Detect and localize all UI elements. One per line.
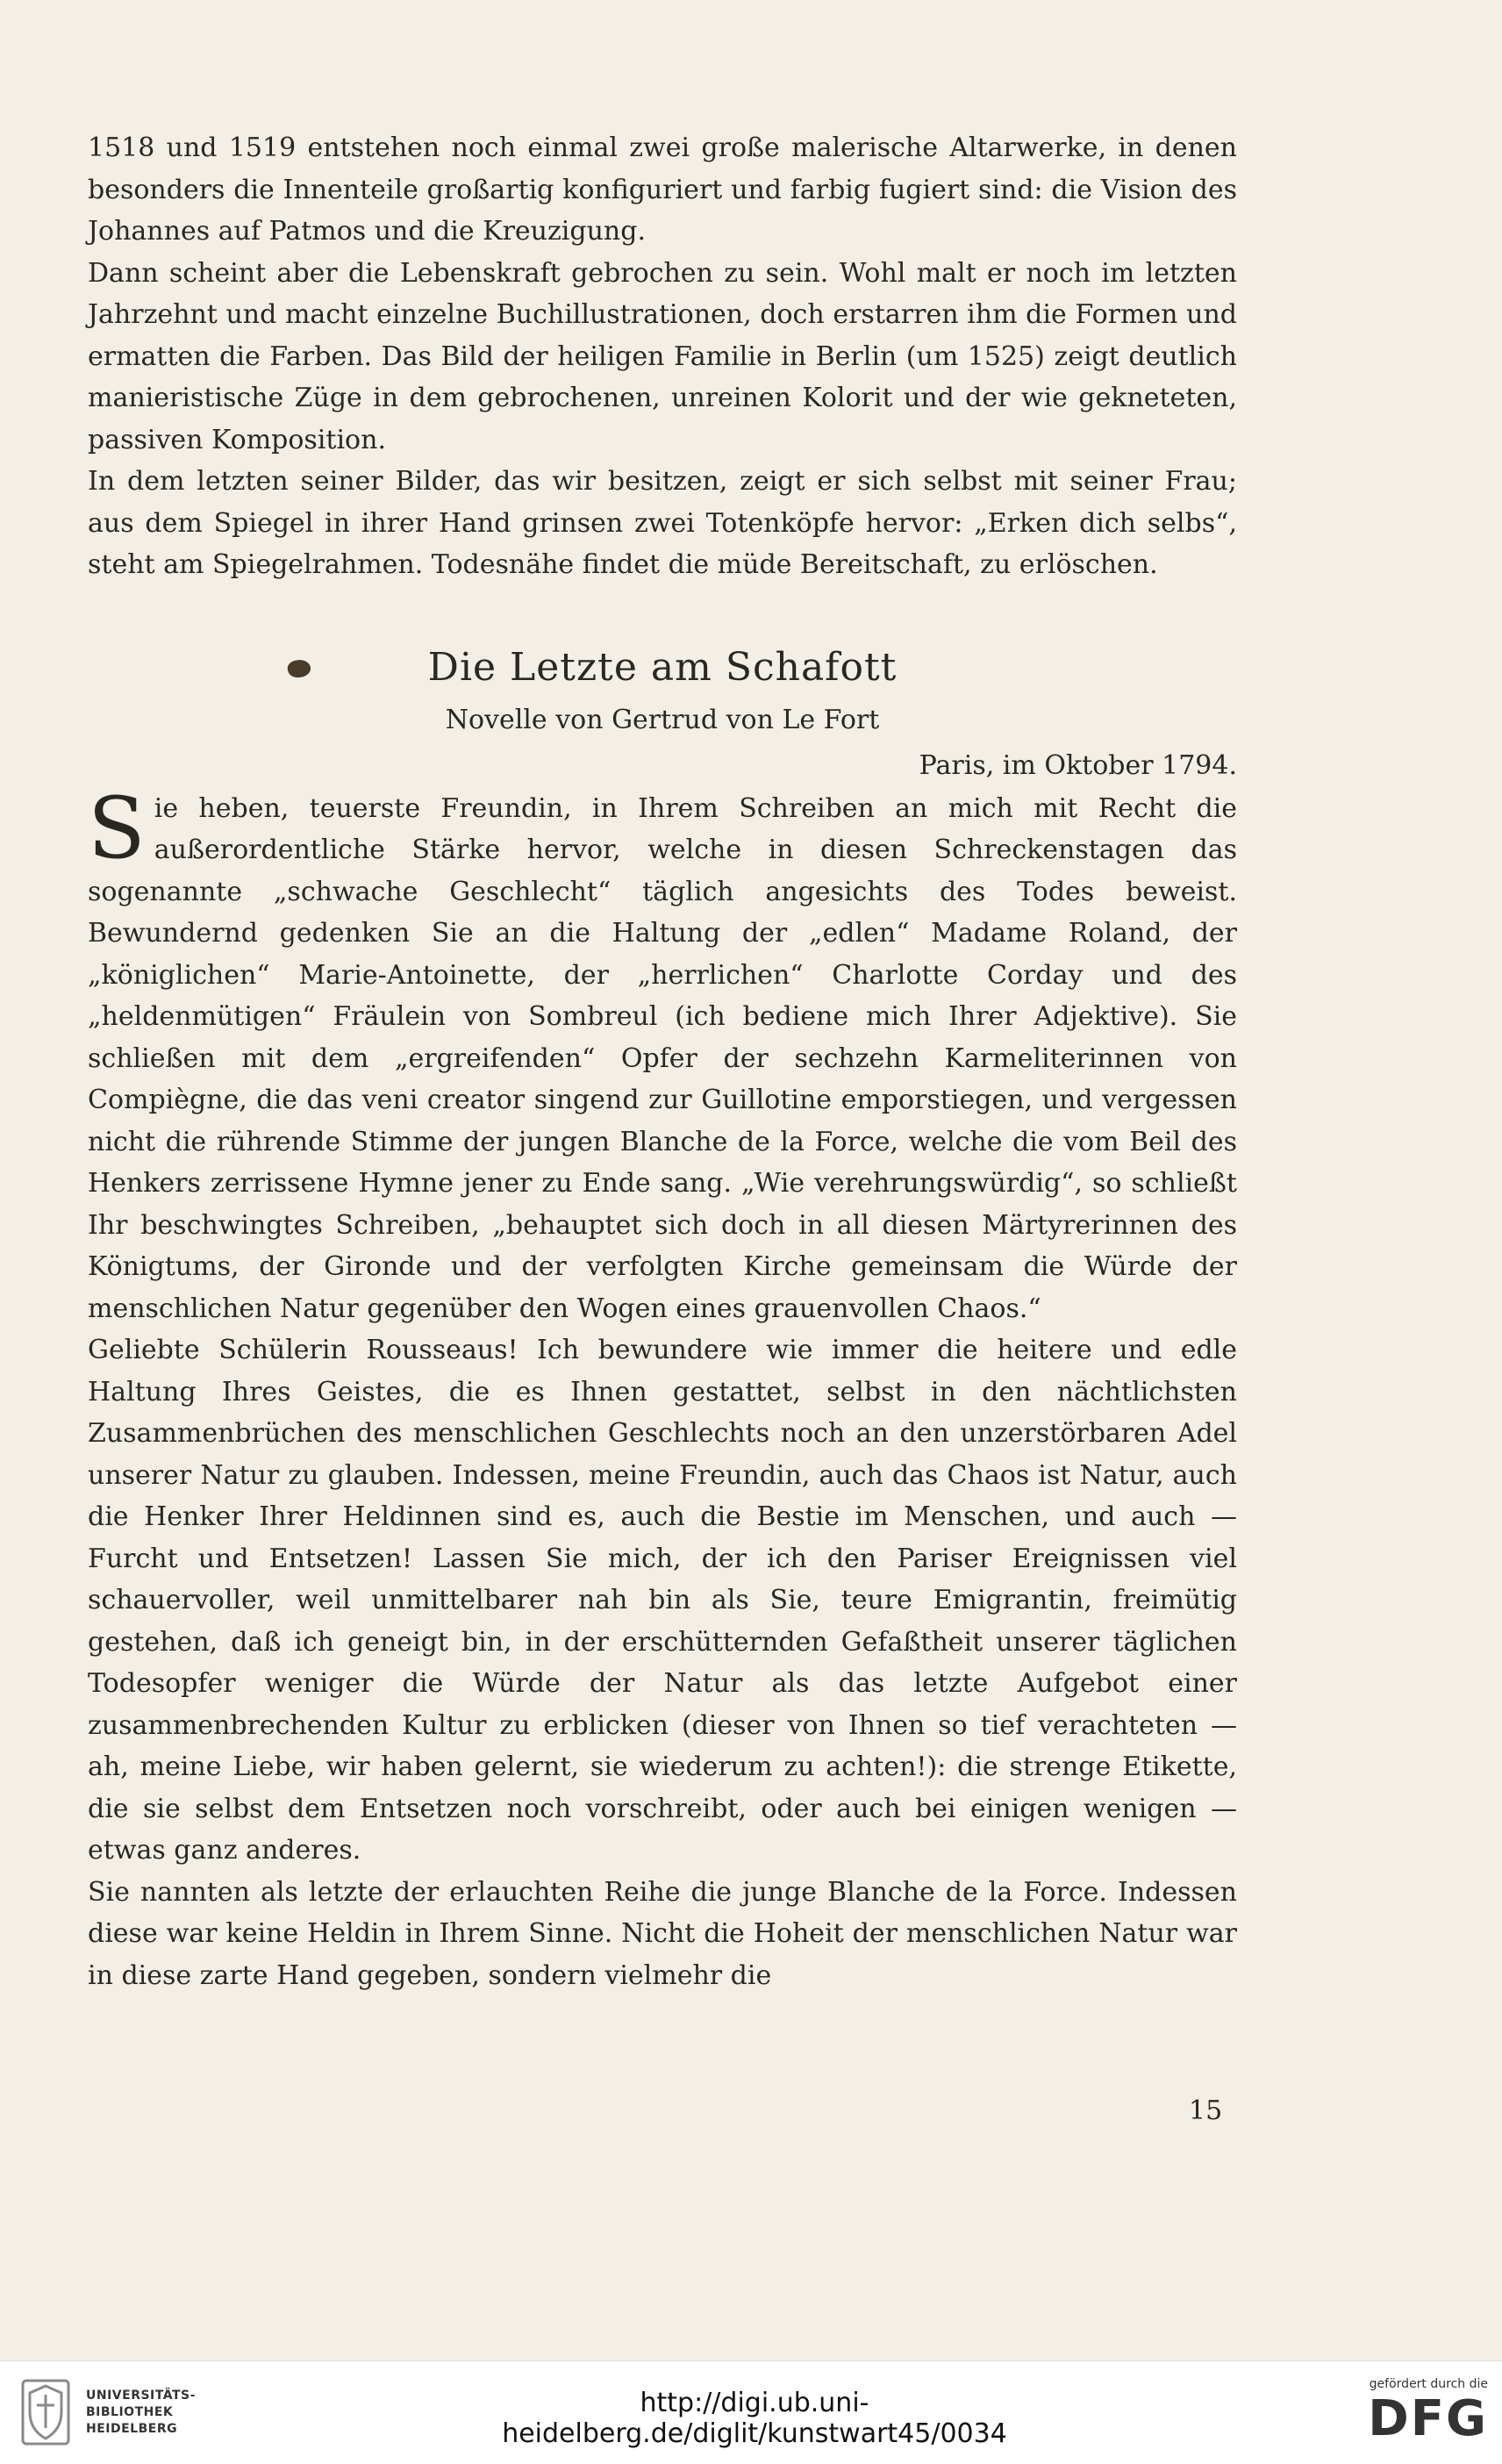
intro-paragraph: 1518 und 1519 entstehen noch einmal zwei große malerische Altarwerke, in denen besonders die Innenteile großartig konfiguriert und farbig fugiert sind: die Vision des Johannes auf Patmos und die Kreuzigung.: [88, 133, 1237, 247]
digitization-footer: [0, 2360, 1502, 2464]
intro-paragraph: In dem letzten seiner Bilder, das wir besitzen, zeigt er sich selbst mit seiner Frau; aus dem Spiegel in ihrer Hand grinsen zwei Totenköpfe hervor: „Erken dich selbs“, steht am Spiegelrahmen. Todesnähe findet die müde Bereitschaft, zu erlöschen.: [88, 466, 1237, 580]
story-title: Die Letzte am Schafott: [427, 644, 898, 690]
letter-paragraph: Geliebte Schülerin Rousseaus! Ich bewundere wie immer die heitere und edle Haltung Ihres Geistes, die es Ihnen gestattet, selbst in den nächtlichsten Zusammenbrüchen des menschlichen Geschlechts noch an den unzerstörbaren Adel unserer Natur zu glauben. Indessen, meine Freundin, auch das Chaos ist Natur, auch die Henker Ihrer Heldinnen sind es, auch die Bestie im Menschen, und auch — Furcht und Entsetzen! Lassen Sie mich, der ich den Pariser Ereignissen viel schauervoller, weil unmittelbarer nah bin als Sie, teure Emigrantin, freimütig gestehen, daß ich geneigt bin, in der erschütternden Gefaßtheit unserer täglichen Todesopfer weniger die Würde der Natur als das letzte Aufgebot einer zusammenbrechenden Kultur zu erblicken (dieser von Ihnen so tief verachteten — ah, meine Liebe, wir haben gelernt, sie wiederum zu achten!): die strenge Etikette, die sie selbst dem Entsetzen noch vorschreibt, oder auch bei einigen wenigen — etwas ganz anderes.: [88, 1335, 1237, 1866]
letter-paragraph: Sie nannten als letzte der erlauchten Reihe die junge Blanche de la Force. Indessen diese war keine Heldin in Ihrem Sinne. Nicht die Hoheit der menschlichen Natur war in diese zarte Hand gegeben, sondern vielmehr die: [88, 1876, 1237, 1991]
source-url-link[interactable]: http://digi.ub.uni-heidelberg.de/diglit/kunstwart45/0034: [502, 2388, 1007, 2449]
letter-paragraph-text: ie heben, teuerste Freundin, in Ihrem Schreiben an mich mit Recht die außerordentliche Stärke hervor, welche in diesen Schreckenstagen das sogenannte „schwache Geschlecht“ täglich angesichts des Todes beweist. Bewundernd gedenken Sie an die Haltung der „edlen“ Madame Roland, der „königlichen“ Marie-Antoinette, der „herrlichen“ Charlotte Corday und des „heldenmütigen“ Fräulein von Sombreul (ich bediene mich Ihrer Adjektive). Sie schließen mit dem „ergreifenden“ Opfer der sechzehn Karmeliterinnen von Compiègne, die das veni creator singend zur Guillotine emporstiegen, und vergessen nicht die rührende Stimme der jungen Blanche de la Force, welche die vom Beil des Henkers zerrissene Hymne jener zu Ende sang. „Wie verehrungswürdig“, so schließt Ihr beschwingtes Schreiben, „behauptet sich doch in all diesen Märtyrerinnen des Königtums, der Gironde und der verfolgten Kirche gemeinsam die Würde der menschlichen Natur gegenüber den Wogen eines grauenvollen Chaos.“: [88, 792, 1237, 1324]
letter-dateline: Paris, im Oktober 1794.: [919, 749, 1237, 781]
page-content: [88, 127, 1237, 1996]
page-number: 15: [1189, 2095, 1223, 2126]
library-name-line: HEIDELBERG: [86, 2422, 178, 2436]
funder-block: [1321, 2377, 1488, 2447]
intro-paragraph: Dann scheint aber die Lebenskraft gebrochen zu sein. Wohl malt er noch im letzten Jahrzehnt und macht einzelne Buchillustrationen, doch erstarren ihm die Formen und ermatten die Farben. Das Bild der heiligen Familie in Berlin (um 1525) zeigt deutlich manieristische Züge in dem gebrochenen, unreinen Kolorit und der wie gekneteten, passiven Komposition.: [88, 257, 1237, 455]
letter-paragraph: [88, 778, 1237, 1330]
funder-caption: gefördert durch die: [1369, 2377, 1488, 2391]
story-heading-block: [88, 637, 1237, 698]
drop-cap: S: [88, 778, 146, 877]
letter-body: [88, 778, 1237, 1997]
library-name-line: BIBLIOTHEK: [86, 2405, 174, 2419]
university-library-logo-icon: [19, 2377, 72, 2447]
library-name: [86, 2388, 196, 2438]
story-subtitle: Novelle von Gertrud von Le Fort: [445, 704, 880, 735]
library-name-line: UNIVERSITÄTS-: [86, 2389, 196, 2403]
dfg-logo: DFG: [1368, 2390, 1488, 2447]
